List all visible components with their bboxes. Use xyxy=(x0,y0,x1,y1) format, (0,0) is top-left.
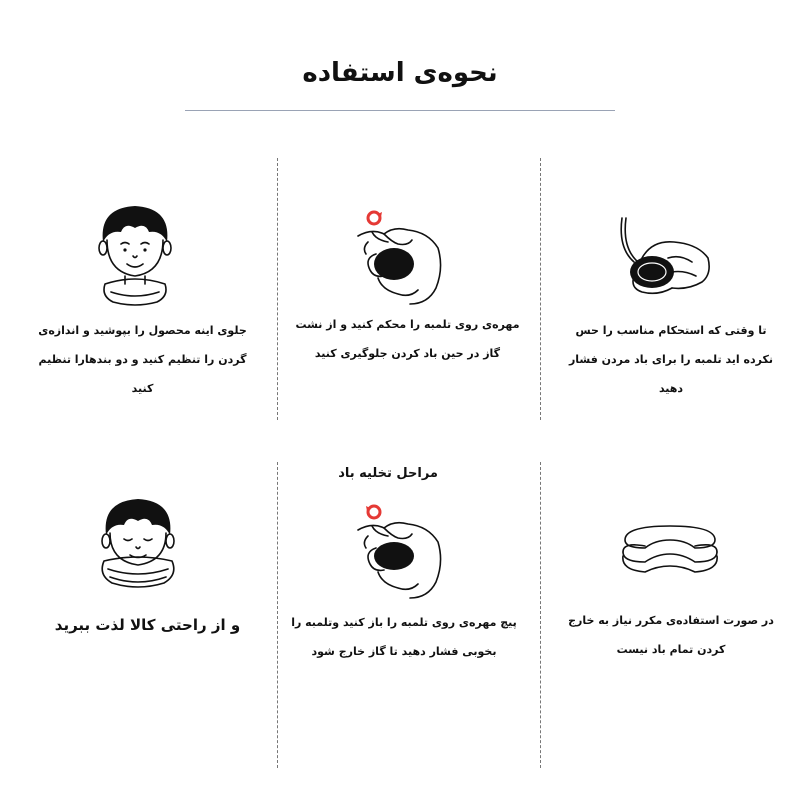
hand-valve-icon xyxy=(358,208,448,308)
divider-bottom-right xyxy=(540,462,541,768)
inflatable-collar-icon xyxy=(615,522,725,582)
divider-top-left xyxy=(277,158,278,420)
hand-pump-icon xyxy=(612,218,712,298)
step-caption-bottom-left: و از راحتی کالا لذت ببرید xyxy=(54,616,241,634)
deflation-heading: مراحل تخلیه باد xyxy=(338,466,438,481)
boy-face-icon xyxy=(95,200,175,310)
divider-bottom-left xyxy=(277,462,278,768)
title-divider xyxy=(185,110,615,111)
boy-wearing-collar-icon xyxy=(98,495,178,595)
step-caption-bottom-middle: پیچ مهره‌ی روی تلمبه را باز کنید وتلمبه را بخوبی فشار دهید تا گاز خارج شود xyxy=(291,616,517,658)
step-caption-top-right: تا وقتی که استحکام مناسب را حس نکرده اید تلمبه را برای باد مردن فشار دهید xyxy=(568,324,774,395)
step-caption-top-left: جلوی اینه محصول را بپوشید و اندازه‌ی گردن را تنظیم کنید و دو بندهارا تنظیم کنید xyxy=(38,324,247,395)
page-title: نحوه‌ی استفاده xyxy=(302,58,498,88)
divider-top-right xyxy=(540,158,541,420)
step-caption-bottom-right: در صورت استفاده‌ی مکرر نیاز به خارج کردن تمام باد نیست xyxy=(568,614,774,656)
step-caption-top-middle: مهره‌ی روی تلمبه را محکم کنید و از نشت گاز در حین باد کردن جلوگیری کنید xyxy=(295,318,520,360)
hand-valve-icon-bottom xyxy=(358,502,448,602)
